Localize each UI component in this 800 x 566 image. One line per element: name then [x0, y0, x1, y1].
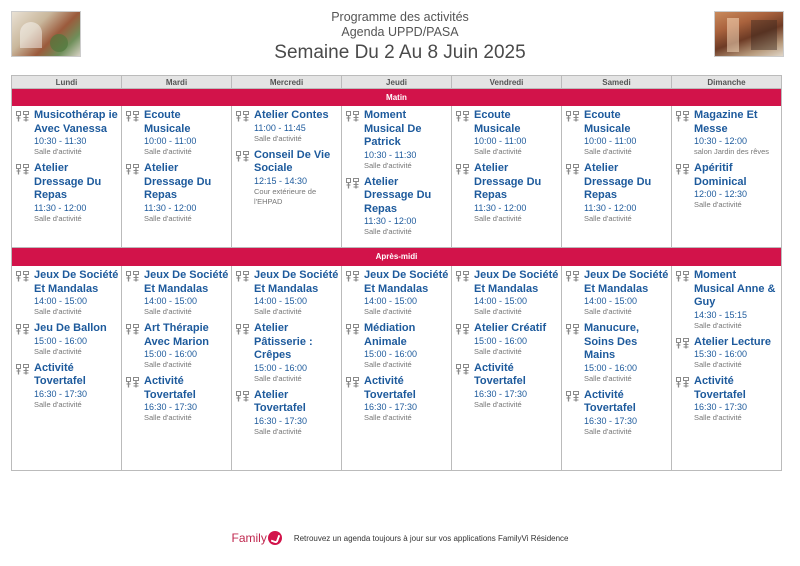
- activity-location: Salle d'activité: [34, 399, 82, 409]
- activity-location: Cour extérieure de l'EHPAD: [254, 186, 317, 206]
- activity-item[interactable]: [676, 375, 779, 423]
- activity-icon: [456, 362, 474, 410]
- activity-time: 15:00 - 16:00: [144, 349, 198, 359]
- activity-time: 14:00 - 15:00: [34, 296, 88, 306]
- activity-title: Jeux De Société Et Mandalas: [34, 269, 119, 295]
- activity-location: Salle d'activité: [34, 346, 82, 356]
- activity-item[interactable]: [456, 269, 559, 317]
- activity-time: 12:15 - 14:30: [254, 175, 308, 186]
- activity-item[interactable]: [126, 162, 229, 224]
- activity-location: Salle d'activité: [694, 360, 742, 369]
- activity-location: Salle d'activité: [34, 213, 82, 223]
- activity-title: Atelier Dressage Du Repas: [364, 175, 432, 215]
- activity-title: Magazine Et Messe: [694, 109, 758, 135]
- day-header-mardi: Mardi: [122, 76, 232, 88]
- activity-title: Atelier Dressage Du Repas: [34, 162, 102, 201]
- page-header: [0, 10, 800, 65]
- activity-item[interactable]: [676, 336, 779, 371]
- activity-item[interactable]: [566, 162, 669, 224]
- activity-item[interactable]: [16, 322, 119, 357]
- activity-location: Salle d'activité: [144, 213, 192, 223]
- activity-time: 16:30 - 17:30: [694, 402, 748, 412]
- activity-item[interactable]: [16, 162, 119, 224]
- activity-time: 11:00 - 11:45: [254, 122, 306, 133]
- activity-item[interactable]: [126, 109, 229, 157]
- activity-icon: [456, 269, 474, 317]
- activity-item[interactable]: [236, 149, 339, 207]
- activity-title: Moment Musical De Patrick: [364, 109, 422, 148]
- afternoon-column-vendredi: [452, 266, 562, 470]
- afternoon-column-lundi: [12, 266, 122, 470]
- activity-item[interactable]: [346, 176, 449, 238]
- activity-time: 10:30 - 11:30: [364, 149, 417, 160]
- activity-location: Salle d'activité: [584, 426, 632, 436]
- activity-icon: [566, 162, 584, 224]
- activity-item[interactable]: [676, 162, 779, 210]
- activity-location: Salle d'activité: [144, 307, 192, 316]
- activity-item[interactable]: [566, 109, 669, 157]
- day-header-mercredi: Mercredi: [232, 76, 342, 88]
- activity-icon: [236, 322, 254, 384]
- activity-title: Moment Musical Anne & Guy: [694, 269, 776, 308]
- activity-icon: [16, 162, 34, 224]
- afternoon-column-mercredi: [232, 266, 342, 470]
- activity-time: 10:00 - 11:00: [474, 136, 527, 146]
- activity-item[interactable]: [126, 322, 229, 370]
- activity-location: Salle d'activité: [254, 307, 302, 316]
- activity-title: Atelier Dressage Du Repas: [144, 162, 212, 201]
- activity-icon: [456, 322, 474, 357]
- activity-icon: [456, 109, 474, 157]
- activity-item[interactable]: [676, 109, 779, 157]
- activity-item[interactable]: [346, 109, 449, 171]
- activity-time: 16:30 - 17:30: [144, 402, 198, 412]
- activity-icon: [236, 269, 254, 317]
- morning-column-samedi: [562, 106, 672, 247]
- activity-title: Atelier Dressage Du Repas: [474, 162, 542, 201]
- activity-time: 16:30 - 17:30: [254, 415, 308, 426]
- activity-location: Salle d'activité: [474, 213, 522, 223]
- activity-time: 11:30 - 12:00: [364, 216, 417, 226]
- activity-location: Salle d'activité: [584, 373, 632, 383]
- activity-location: Salle d'activité: [584, 307, 632, 316]
- activity-location: Salle d'activité: [364, 307, 412, 316]
- activity-icon: [126, 269, 144, 317]
- activity-time: 16:30 - 17:30: [34, 388, 88, 399]
- activity-location: Salle d'activité: [144, 360, 192, 369]
- afternoon-row: [12, 266, 781, 470]
- activity-time: 15:00 - 16:00: [474, 335, 528, 346]
- activity-time: 12:00 - 12:30: [694, 189, 748, 199]
- activity-time: 10:00 - 11:00: [144, 136, 197, 146]
- activity-title: Atelier Dressage Du Repas: [584, 162, 652, 201]
- activity-time: 14:00 - 15:00: [144, 296, 198, 306]
- activity-title: Jeux De Société Et Mandalas: [584, 269, 669, 295]
- activity-icon: [566, 109, 584, 157]
- day-header-jeudi: Jeudi: [342, 76, 452, 88]
- morning-row: [12, 106, 781, 248]
- activity-title: Ecoute Musicale: [144, 109, 191, 135]
- morning-column-jeudi: [342, 106, 452, 247]
- activity-location: Salle d'activité: [144, 413, 192, 422]
- activity-location: Salle d'activité: [694, 413, 742, 422]
- activity-time: 14:30 - 15:15: [694, 309, 748, 320]
- activity-icon: [236, 149, 254, 207]
- activity-time: 11:30 - 12:00: [584, 202, 637, 213]
- activity-time: 15:00 - 16:00: [254, 362, 308, 373]
- activity-time: 16:30 - 17:30: [364, 402, 418, 412]
- activity-location: Salle d'activité: [364, 360, 412, 369]
- activity-item[interactable]: [126, 269, 229, 317]
- activity-title: Ecoute Musicale: [584, 109, 631, 135]
- activity-title: Apéritif Dominical: [694, 162, 747, 188]
- activity-location: Salle d'activité: [144, 147, 192, 156]
- activity-item[interactable]: [566, 389, 669, 437]
- activity-icon: [566, 389, 584, 437]
- activity-time: 14:00 - 15:00: [474, 296, 528, 306]
- weekly-schedule-grid: [11, 75, 782, 471]
- activity-icon: [126, 162, 144, 224]
- activity-title: Jeu De Ballon: [34, 322, 107, 334]
- activity-item[interactable]: [346, 375, 449, 423]
- activity-location: Salle d'activité: [694, 320, 742, 330]
- activity-title: Médiation Animale: [364, 322, 416, 348]
- activity-item[interactable]: [236, 389, 339, 437]
- activity-title: Atelier Créatif: [474, 322, 547, 334]
- day-header-vendredi: Vendredi: [452, 76, 562, 88]
- activity-title: Activité Tovertafel: [584, 388, 636, 414]
- activity-item[interactable]: [676, 269, 779, 331]
- activity-item[interactable]: [346, 269, 449, 317]
- heart-logo-icon: [268, 531, 282, 545]
- program-title: Programme des activités: [331, 10, 469, 24]
- activity-title: Ecoute Musicale: [474, 109, 521, 135]
- activity-item[interactable]: [456, 162, 559, 224]
- activity-icon: [676, 336, 694, 371]
- activity-icon: [676, 269, 694, 331]
- activity-item[interactable]: [346, 322, 449, 370]
- activity-time: 15:00 - 16:00: [34, 335, 88, 346]
- morning-column-lundi: [12, 106, 122, 247]
- activity-title: Activité Tovertafel: [694, 375, 746, 401]
- activity-icon: [346, 269, 364, 317]
- activity-time: 10:30 - 11:30: [34, 136, 87, 146]
- morning-band: Matin: [12, 89, 781, 106]
- day-header-lundi: Lundi: [12, 76, 122, 88]
- activity-title: Musicothérap ie Avec Vanessa: [34, 109, 118, 135]
- afternoon-column-dimanche: [672, 266, 781, 470]
- activity-icon: [16, 322, 34, 357]
- activity-icon: [16, 269, 34, 317]
- activity-item[interactable]: [16, 269, 119, 317]
- activity-icon: [676, 109, 694, 157]
- activity-icon: [236, 389, 254, 437]
- activity-title: Art Thérapie Avec Marion: [144, 322, 210, 348]
- activity-title: Activité Tovertafel: [34, 361, 86, 387]
- activity-location: Salle d'activité: [474, 307, 522, 316]
- activity-title: Activité Tovertafel: [144, 375, 196, 401]
- activity-item[interactable]: [236, 269, 339, 317]
- activity-title: Activité Tovertafel: [474, 361, 526, 387]
- activity-title: Jeux De Société Et Mandalas: [144, 269, 229, 295]
- week-title: Semaine Du 2 Au 8 Juin 2025: [274, 42, 526, 63]
- day-header-row: [12, 76, 781, 89]
- activity-icon: [456, 162, 474, 224]
- activity-title: Atelier Contes: [254, 109, 329, 121]
- activity-item[interactable]: [456, 109, 559, 157]
- afternoon-column-jeudi: [342, 266, 452, 470]
- activity-time: 14:00 - 15:00: [254, 296, 308, 306]
- activity-icon: [676, 375, 694, 423]
- activity-location: Salle d'activité: [584, 147, 632, 156]
- familyvi-logo: Family: [231, 531, 281, 545]
- activity-time: 15:30 - 16:00: [694, 349, 748, 359]
- activity-icon: [346, 109, 364, 171]
- activity-item[interactable]: [236, 109, 339, 144]
- activity-title: Jeux De Société Et Mandalas: [474, 269, 559, 295]
- activity-time: 11:30 - 12:00: [474, 202, 527, 213]
- activity-location: Salle d'activité: [254, 133, 302, 143]
- activity-location: Salle d'activité: [364, 160, 412, 170]
- activity-location: Salle d'activité: [364, 413, 412, 422]
- activity-icon: [126, 375, 144, 423]
- activity-time: 16:30 - 17:30: [584, 415, 638, 426]
- activity-item[interactable]: [456, 362, 559, 410]
- activity-location: Salle d'activité: [34, 147, 82, 156]
- activity-item[interactable]: [566, 322, 669, 384]
- activity-title: Jeux De Société Et Mandalas: [364, 269, 449, 295]
- activity-item[interactable]: [16, 109, 119, 157]
- activity-time: 15:00 - 16:00: [584, 362, 638, 373]
- activity-title: Atelier Tovertafel: [254, 388, 306, 414]
- activity-icon: [676, 162, 694, 210]
- activity-item[interactable]: [126, 375, 229, 423]
- activity-location: Salle d'activité: [474, 399, 522, 409]
- activity-title: Atelier Lecture: [694, 335, 772, 348]
- activity-location: Salle d'activité: [474, 346, 522, 356]
- morning-column-mercredi: [232, 106, 342, 247]
- activity-title: Conseil De Vie Sociale: [254, 148, 331, 174]
- activity-icon: [236, 109, 254, 144]
- activity-icon: [16, 109, 34, 157]
- footer-message: Retrouvez un agenda toujours à jour sur vos applications FamilyVi Résidence: [293, 533, 569, 543]
- activity-location: Salle d'activité: [34, 307, 82, 316]
- activity-icon: [346, 176, 364, 238]
- activity-title: Manucure, Soins Des Mains: [584, 322, 640, 361]
- activity-time: 14:00 - 15:00: [584, 296, 638, 306]
- activity-item[interactable]: [566, 269, 669, 317]
- activity-location: Salle d'activité: [364, 227, 412, 236]
- activity-item[interactable]: [456, 322, 559, 357]
- footer: [0, 527, 800, 549]
- activity-title: Jeux De Société Et Mandalas: [254, 269, 339, 295]
- activity-icon: [346, 322, 364, 370]
- activity-item[interactable]: [16, 362, 119, 410]
- activity-location: Salle d'activité: [584, 213, 632, 223]
- activity-location: Salle d'activité: [254, 426, 302, 436]
- activity-icon: [566, 322, 584, 384]
- activity-icon: [126, 109, 144, 157]
- activity-item[interactable]: [236, 322, 339, 384]
- day-header-samedi: Samedi: [562, 76, 672, 88]
- activity-location: salon Jardin des rêves: [694, 147, 770, 156]
- activity-icon: [346, 375, 364, 423]
- activity-icon: [126, 322, 144, 370]
- activity-time: 10:30 - 12:00: [694, 136, 748, 146]
- morning-column-dimanche: [672, 106, 781, 247]
- activity-location: Salle d'activité: [254, 373, 302, 383]
- activity-location: Salle d'activité: [474, 147, 522, 156]
- activity-time: 11:30 - 12:00: [34, 202, 87, 213]
- morning-column-mardi: [122, 106, 232, 247]
- morning-column-vendredi: [452, 106, 562, 247]
- afternoon-column-samedi: [562, 266, 672, 470]
- activity-icon: [16, 362, 34, 410]
- agenda-subtitle: Agenda UPPD/PASA: [341, 25, 459, 39]
- activity-time: 16:30 - 17:30: [474, 388, 528, 399]
- activity-time: 10:00 - 11:00: [584, 136, 637, 146]
- activity-title: Atelier Pâtisserie : Crêpes: [254, 322, 313, 361]
- afternoon-column-mardi: [122, 266, 232, 470]
- activity-location: Salle d'activité: [694, 200, 742, 209]
- afternoon-band: Après-midi: [12, 248, 781, 266]
- activity-time: 14:00 - 15:00: [364, 296, 418, 306]
- activity-time: 15:00 - 16:00: [364, 349, 418, 359]
- activity-time: 11:30 - 12:00: [144, 202, 197, 213]
- day-header-dimanche: Dimanche: [707, 78, 746, 87]
- activity-icon: [566, 269, 584, 317]
- activity-title: Activité Tovertafel: [364, 375, 416, 401]
